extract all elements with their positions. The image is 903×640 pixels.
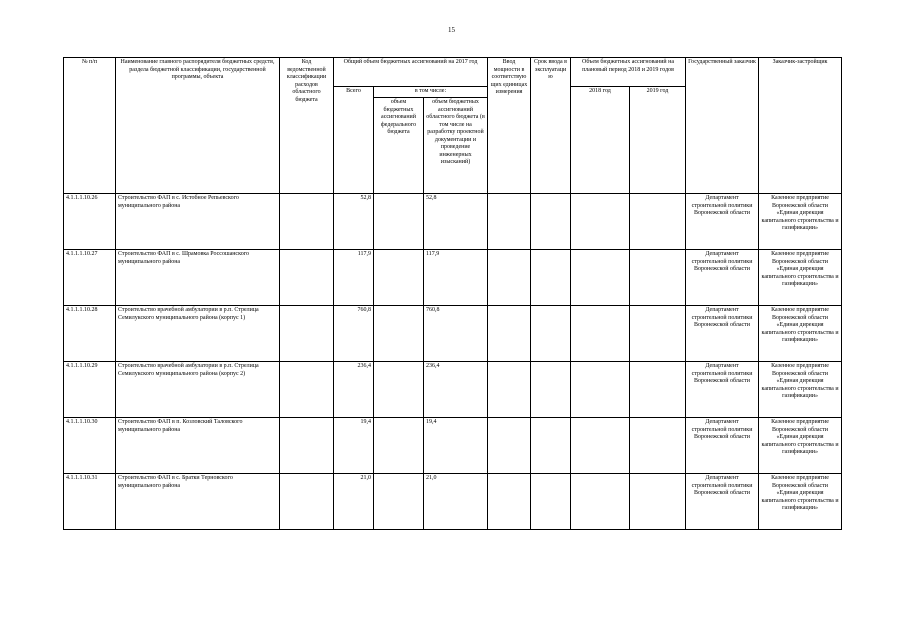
code-cell bbox=[280, 474, 334, 530]
header-2019: 2019 год bbox=[630, 87, 686, 194]
term-cell bbox=[531, 474, 571, 530]
code-cell bbox=[280, 362, 334, 418]
federal-amount bbox=[374, 306, 424, 362]
total-amount: 21,0 bbox=[334, 474, 374, 530]
term-cell bbox=[531, 418, 571, 474]
federal-amount bbox=[374, 474, 424, 530]
header-total: Всего bbox=[334, 87, 374, 194]
header-federal: объем бюджетных ассигнований федерального бюджета bbox=[374, 98, 424, 194]
capacity-cell bbox=[488, 362, 531, 418]
header-num: № п/п bbox=[64, 58, 116, 194]
amount-2019 bbox=[630, 194, 686, 250]
header-term: Срок ввода в эксплуатацию bbox=[531, 58, 571, 194]
row-number: 4.1.1.1.10.30 bbox=[64, 418, 116, 474]
header-customer: Государственный заказчик bbox=[686, 58, 759, 194]
amount-2018 bbox=[571, 474, 630, 530]
amount-2018 bbox=[571, 306, 630, 362]
term-cell bbox=[531, 194, 571, 250]
capacity-cell bbox=[488, 306, 531, 362]
amount-2018 bbox=[571, 194, 630, 250]
row-number: 4.1.1.1.10.26 bbox=[64, 194, 116, 250]
developer-cell: Казенное предприятие Воронежской области «Единая дирекция капитального строительства и газификации» bbox=[759, 306, 842, 362]
object-name: Строительство ФАП в с. Братки Терновского муниципального района bbox=[116, 474, 280, 530]
page-number: 15 bbox=[448, 26, 455, 34]
developer-cell: Казенное предприятие Воронежской области «Единая дирекция капитального строительства и газификации» bbox=[759, 474, 842, 530]
table-row bbox=[64, 194, 842, 250]
budget-table bbox=[63, 57, 842, 530]
capacity-cell bbox=[488, 474, 531, 530]
developer-cell: Казенное предприятие Воронежской области «Единая дирекция капитального строительства и газификации» bbox=[759, 418, 842, 474]
object-name: Строительство врачебной амбулатории в р.п. Стрелица Семилукского муниципального района (корпус 1) bbox=[116, 306, 280, 362]
capacity-cell bbox=[488, 418, 531, 474]
object-name: Строительство врачебной амбулатории в р.п. Стрелица Семилукского муниципального района (корпус 2) bbox=[116, 362, 280, 418]
total-amount: 52,8 bbox=[334, 194, 374, 250]
regional-amount: 236,4 bbox=[424, 362, 488, 418]
federal-amount bbox=[374, 362, 424, 418]
total-amount: 117,9 bbox=[334, 250, 374, 306]
developer-cell: Казенное предприятие Воронежской области «Единая дирекция капитального строительства и газификации» bbox=[759, 250, 842, 306]
regional-amount: 760,8 bbox=[424, 306, 488, 362]
federal-amount bbox=[374, 418, 424, 474]
developer-cell: Казенное предприятие Воронежской области «Единая дирекция капитального строительства и газификации» bbox=[759, 194, 842, 250]
header-capacity: Ввод мощности в соответствующих единицах измерения bbox=[488, 58, 531, 194]
regional-amount: 117,9 bbox=[424, 250, 488, 306]
total-amount: 19,4 bbox=[334, 418, 374, 474]
regional-amount: 21,0 bbox=[424, 474, 488, 530]
table-row bbox=[64, 418, 842, 474]
developer-cell: Казенное предприятие Воронежской области «Единая дирекция капитального строительства и газификации» bbox=[759, 362, 842, 418]
table-row bbox=[64, 306, 842, 362]
header-incl: в том числе: bbox=[374, 87, 488, 98]
capacity-cell bbox=[488, 250, 531, 306]
regional-amount: 19,4 bbox=[424, 418, 488, 474]
code-cell bbox=[280, 306, 334, 362]
amount-2018 bbox=[571, 362, 630, 418]
total-amount: 760,8 bbox=[334, 306, 374, 362]
header-developer: Заказчик-застройщик bbox=[759, 58, 842, 194]
row-number: 4.1.1.1.10.28 bbox=[64, 306, 116, 362]
amount-2018 bbox=[571, 250, 630, 306]
code-cell bbox=[280, 418, 334, 474]
header-total-group: Общий объем бюджетных ассигнований на 2017 год bbox=[334, 58, 488, 87]
amount-2019 bbox=[630, 306, 686, 362]
customer-cell: Департамент строительной политики Воронежской области bbox=[686, 250, 759, 306]
code-cell bbox=[280, 194, 334, 250]
header-2018: 2018 год bbox=[571, 87, 630, 194]
header-name: Наименование главного распорядителя бюджетных средств, раздела бюджетной классификации, государственной программы, объекта bbox=[116, 58, 280, 194]
table-row bbox=[64, 250, 842, 306]
total-amount: 236,4 bbox=[334, 362, 374, 418]
object-name: Строительство ФАП в с. Шрамовка Россошанского муниципального района bbox=[116, 250, 280, 306]
row-number: 4.1.1.1.10.31 bbox=[64, 474, 116, 530]
amount-2019 bbox=[630, 250, 686, 306]
customer-cell: Департамент строительной политики Воронежской области bbox=[686, 362, 759, 418]
customer-cell: Департамент строительной политики Воронежской области bbox=[686, 418, 759, 474]
term-cell bbox=[531, 306, 571, 362]
term-cell bbox=[531, 362, 571, 418]
row-number: 4.1.1.1.10.27 bbox=[64, 250, 116, 306]
object-name: Строительство ФАП в с. Истобное Репьевского муниципального района bbox=[116, 194, 280, 250]
federal-amount bbox=[374, 250, 424, 306]
code-cell bbox=[280, 250, 334, 306]
term-cell bbox=[531, 250, 571, 306]
amount-2019 bbox=[630, 474, 686, 530]
amount-2019 bbox=[630, 418, 686, 474]
header-plan-group: Объем бюджетных ассигнований на плановый период 2018 и 2019 годов bbox=[571, 58, 686, 87]
capacity-cell bbox=[488, 194, 531, 250]
row-number: 4.1.1.1.10.29 bbox=[64, 362, 116, 418]
customer-cell: Департамент строительной политики Воронежской области bbox=[686, 194, 759, 250]
customer-cell: Департамент строительной политики Воронежской области bbox=[686, 474, 759, 530]
federal-amount bbox=[374, 194, 424, 250]
amount-2019 bbox=[630, 362, 686, 418]
table-row bbox=[64, 362, 842, 418]
table-row bbox=[64, 474, 842, 530]
header-code: Код ведомственной классификации расходов областного бюджета bbox=[280, 58, 334, 194]
customer-cell: Департамент строительной политики Воронежской области bbox=[686, 306, 759, 362]
amount-2018 bbox=[571, 418, 630, 474]
object-name: Строительство ФАП в п. Козловский Таловского муниципального района bbox=[116, 418, 280, 474]
regional-amount: 52,8 bbox=[424, 194, 488, 250]
header-regional: объем бюджетных ассигнований областного бюджета (в том числе на разработку проектной документации и проведение инженерных изысканий) bbox=[424, 98, 488, 194]
